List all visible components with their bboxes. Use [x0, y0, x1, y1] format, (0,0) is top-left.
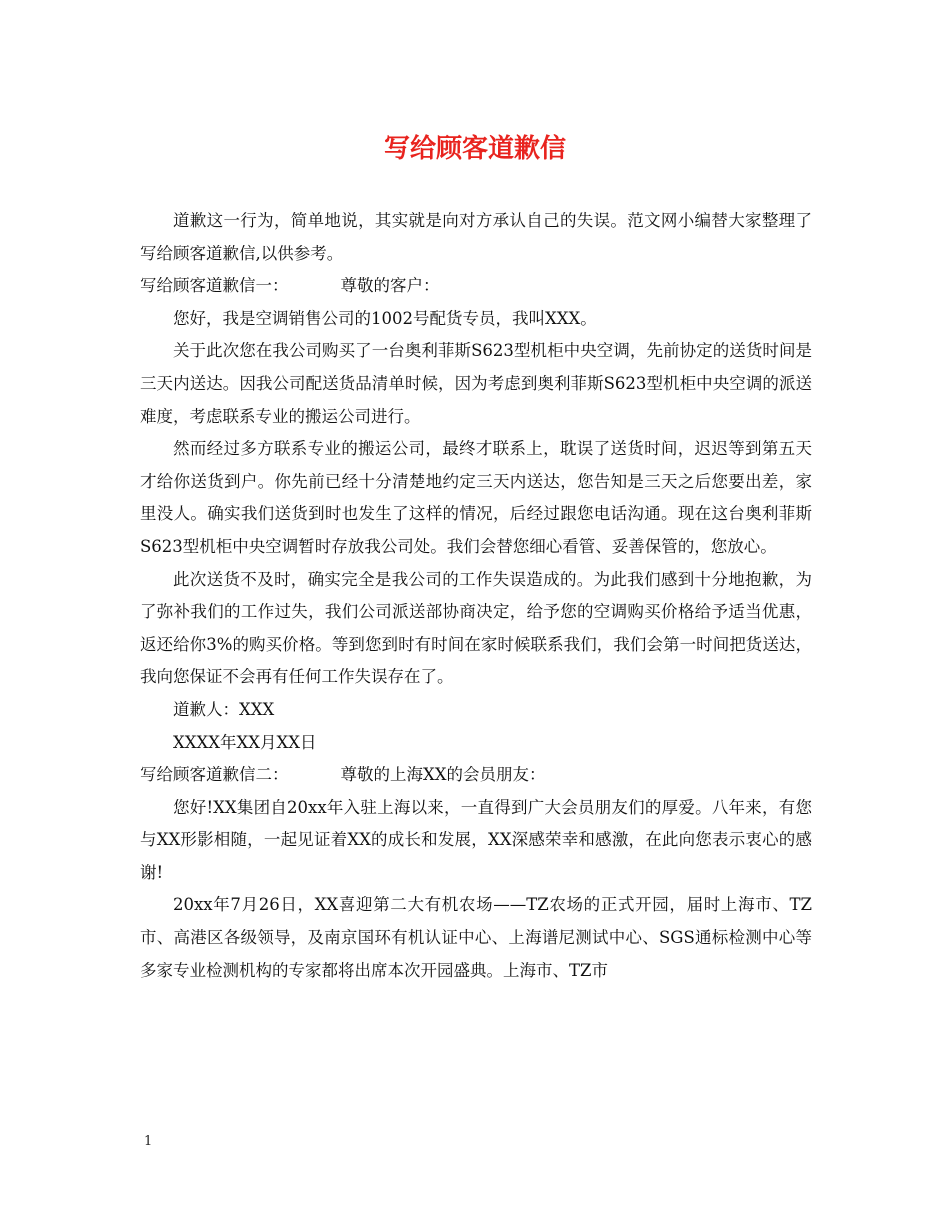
- letter2-salutation: 尊敬的上海XX的会员朋友：: [340, 765, 546, 785]
- letter1-paragraph-3: 然而经过多方联系专业的搬运公司，最终才联系上，耽误了送货时间，迟迟等到第五天才给你送货到户。你先前已经十分清楚地约定三天内送达，您告知是三天之后您要出差，家里没人。确实我们送货到时也发生了这样的情况，后经过跟您电话沟通。现在这台奥利菲斯S623型机柜中央空调暂时存放我公司处。我们会替您细心看管、妥善保管的，您放心。: [140, 439, 812, 556]
- letter2-heading-line: [140, 759, 812, 792]
- letter1-paragraph-1: 您好，我是空调销售公司的1002号配货专员，我叫XXX。: [173, 308, 597, 328]
- letter1-salutation: 尊敬的客户：: [340, 276, 440, 296]
- letter1-paragraph-2: 关于此次您在我公司购买了一台奥利菲斯S623型机柜中央空调，先前协定的送货时间是三天内送达。因我公司配送货品清单时候，因为考虑到奥利菲斯S623型机柜中央空调的派送难度，考虑联系专业的搬运公司进行。: [140, 341, 812, 426]
- intro-paragraph: 道歉这一行为，简单地说，其实就是向对方承认自己的失误。范文网小编替大家整理了写给顾客道歉信,以供参考。: [140, 211, 812, 263]
- letter1-heading-line: [140, 270, 812, 303]
- letter2-paragraph-2: 20xx年7月26日，XX喜迎第二大有机农场——TZ农场的正式开园，届时上海市、TZ市、高港区各级领导，及南京国环有机认证中心、上海谱尼测试中心、SGS通标检测中心等多家专业检测机构的专家都将出席本次开园盛典。上海市、TZ市: [140, 895, 812, 980]
- page-number: 1: [144, 1134, 153, 1149]
- document-title: 写给顾客道歉信: [383, 134, 566, 164]
- letter1-signature: 道歉人：XXX: [173, 699, 275, 719]
- letter2-heading: 写给顾客道歉信二：: [140, 765, 289, 785]
- letter1-heading: 写给顾客道歉信一：: [140, 276, 289, 296]
- letter1-date: XXXX年XX月XX日: [173, 732, 317, 752]
- document-body: [140, 205, 812, 987]
- letter1-paragraph-4: 此次送货不及时，确实完全是我公司的工作失误造成的。为此我们感到十分地抱歉，为了弥补我们的工作过失，我们公司派送部协商决定，给予您的空调购买价格给予适当优惠，返还给你3%的购买价格。等到您到时有时间在家时候联系我们，我们会第一时间把货送达，我向您保证不会再有任何工作失误存在了。: [140, 569, 812, 687]
- letter2-paragraph-1: 您好!XX集团自20xx年入驻上海以来，一直得到广大会员朋友们的厚爱。八年来，有您与XX形影相随，一起见证着XX的成长和发展，XX深感荣幸和感激，在此向您表示衷心的感谢!: [140, 797, 812, 882]
